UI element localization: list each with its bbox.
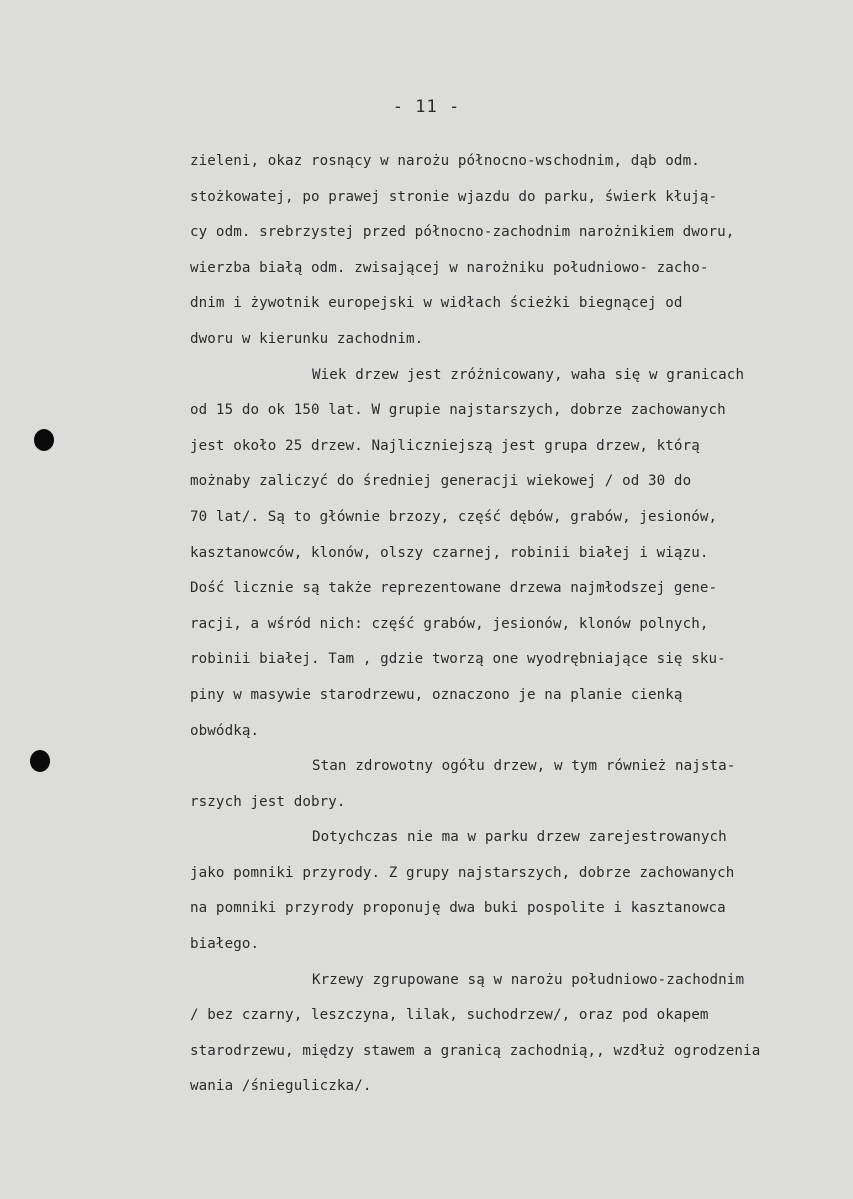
text-line: Dość licznie są także reprezentowane drzewa najmłodszej gene-: [190, 580, 718, 597]
text-line: od 15 do ok 150 lat. W grupie najstarszych, dobrze zachowanych: [190, 402, 726, 419]
text-line: zieleni, okaz rosnący w narożu północno-wschodnim, dąb odm.: [190, 153, 700, 169]
text-line: jako pomniki przyrody. Z grupy najstarszych, dobrze zachowanych: [190, 864, 735, 881]
text-line: dworu w kierunku zachodnim.: [190, 330, 424, 347]
text-line: możnaby zaliczyć do średniej generacji wiekowej / od 30 do: [190, 473, 692, 490]
text-line: cy odm. srebrzystej przed północno-zachodnim narożnikiem dworu,: [190, 224, 735, 241]
text-line: racji, a wśród nich: część grabów, jesionów, klonów polnych,: [190, 615, 709, 632]
text-line: dnim i żywotnik europejski w widłach ścieżki biegnącej od: [190, 295, 683, 312]
text-line: / bez czarny, leszczyna, lilak, suchodrzew/, oraz pod okapem: [190, 1007, 709, 1024]
text-line: Krzewy zgrupowane są w narożu południowo-zachodnim: [312, 971, 745, 988]
text-line: stożkowatej, po prawej stronie wjazdu do parku, świerk kłują-: [190, 188, 718, 205]
text-line: wania /śnieguliczka/.: [190, 1078, 372, 1095]
text-line: Stan zdrowotny ogółu drzew, w tym również najsta-: [312, 758, 736, 775]
text-line: robinii białej. Tam , gdzie tworzą one wyodrębniające się sku-: [190, 651, 726, 668]
text-line: jest około 25 drzew. Najliczniejszą jest grupa drzew, którą: [190, 437, 700, 454]
text-line: rszych jest dobry.: [190, 793, 346, 810]
punch-hole-lower: [30, 750, 50, 772]
text-line: piny w masywie starodrzewu, oznaczono je na planie cienką: [190, 686, 683, 703]
text-line: kasztanowców, klonów, olszy czarnej, robinii białej i wiązu.: [190, 544, 709, 561]
text-line: 70 lat/. Są to głównie brzozy, część dębów, grabów, jesionów,: [190, 508, 718, 525]
text-line: Wiek drzew jest zróżnicowany, waha się w granicach: [312, 366, 745, 383]
page-number: - 11 -: [392, 97, 461, 117]
text-line: starodrzewu, między stawem a granicą zachodnią,, wzdłuż ogrodzenia: [190, 1042, 761, 1059]
text-line: obwódką.: [190, 722, 260, 739]
text-line: białego.: [190, 936, 260, 953]
body-text: [190, 144, 840, 1105]
punch-hole-upper: [34, 429, 54, 451]
text-line: wierzba białą odm. zwisającej w narożniku południowo- zacho-: [190, 259, 709, 276]
text-line: na pomniki przyrody proponuję dwa buki pospolite i kasztanowca: [190, 900, 726, 917]
text-line: Dotychczas nie ma w parku drzew zarejestrowanych: [312, 829, 727, 846]
